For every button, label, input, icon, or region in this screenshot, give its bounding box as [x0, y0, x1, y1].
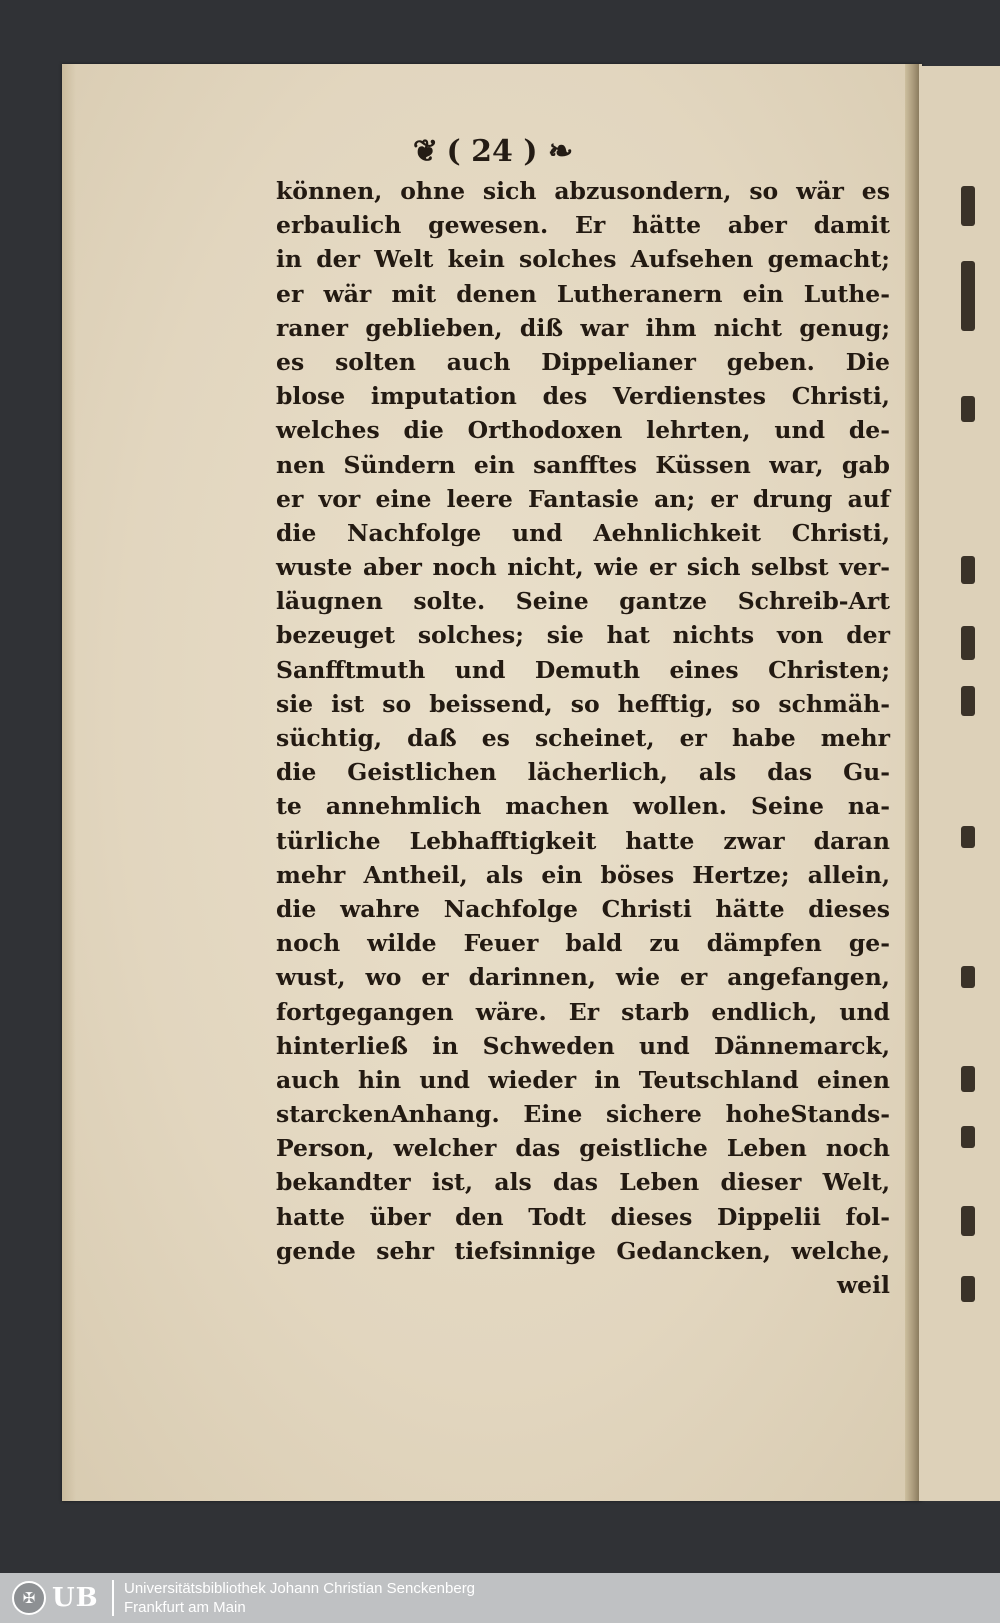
text-line: sie ist so beissend, so hefftig, so schmäh-: [276, 689, 890, 718]
ink-fragment: [961, 1276, 975, 1302]
text-line: auch hin und wieder in Teutschland einen: [276, 1065, 890, 1094]
ink-fragment: [961, 1126, 975, 1148]
library-name: [124, 1579, 475, 1617]
ink-fragment: [961, 1206, 975, 1236]
text-line: te annehmlich machen wollen. Seine na-: [276, 792, 890, 821]
text-line: türliche Lebhafftigkeit hatte zwar daran: [276, 826, 890, 855]
text-line: noch wilde Feuer bald zu dämpfen ge-: [276, 929, 890, 958]
text-line: süchtig, daß es scheinet, er habe mehr: [276, 724, 890, 752]
ink-fragment: [961, 966, 975, 988]
ink-fragment: [961, 1066, 975, 1092]
ink-fragment: [961, 626, 975, 660]
text-line: er wär mit denen Lutheranern ein Luthe-: [276, 279, 890, 308]
page-number: ( 24 ): [446, 134, 538, 169]
text-line: hatte über den Todt dieses Dippelii fol-: [276, 1202, 890, 1231]
page-header: [62, 134, 922, 169]
divider: [112, 1580, 114, 1616]
logo-text: UB: [52, 1583, 99, 1613]
ornament-right-icon: ❧: [547, 134, 572, 169]
text-line: erbaulich gewesen. Er hätte aber damit: [276, 211, 890, 240]
text-line: es solten auch Dippelianer geben. Die: [276, 347, 890, 376]
ink-fragment: [961, 261, 975, 331]
ink-fragment: [961, 686, 975, 716]
text-line: welches die Orthodoxen lehrten, und de-: [276, 416, 890, 445]
library-logo[interactable]: [12, 1579, 112, 1617]
text-line: läugnen solte. Seine gantze Schreib-Art: [276, 587, 890, 616]
text-line: nen Sündern ein sanfftes Küssen war, gab: [276, 450, 890, 479]
text-line: mehr Antheil, als ein böses Hertze; allein,: [276, 860, 890, 889]
text-line: blose imputation des Verdienstes Christi,: [276, 382, 890, 411]
text-line: hinterließ in Schweden und Dännemarck,: [276, 1031, 890, 1060]
text-line: wust, wo er darinnen, wie er angefangen,: [276, 963, 890, 992]
seal-icon: ✠: [12, 1581, 46, 1615]
book-page: [62, 64, 922, 1501]
library-name-line: Universitätsbibliothek Johann Christian Senckenberg: [124, 1580, 476, 1597]
text-line: wuste aber noch nicht, wie er sich selbst ver-: [276, 553, 890, 582]
text-line: die wahre Nachfolge Christi hätte dieses: [276, 894, 890, 923]
text-line: bezeuget solches; sie hat nichts von der: [276, 621, 890, 650]
text-line: gende sehr tiefsinnige Gedancken, welche,: [276, 1236, 890, 1265]
text-line: die Geistlichen lächerlich, als das Gu-: [276, 758, 890, 787]
text-line: fortgegangen wäre. Er starb endlich, und: [276, 997, 890, 1026]
text-line: Person, welcher das geistliche Leben noch: [276, 1134, 890, 1163]
text-line: starckenAnhang. Eine sichere hoheStands-: [276, 1100, 890, 1129]
text-line: bekandter ist, als das Leben dieser Welt,: [276, 1168, 890, 1197]
page-gutter: [905, 64, 919, 1501]
ink-fragment: [961, 826, 975, 848]
catchword: weil: [836, 1271, 890, 1299]
library-footer-bar: [0, 1573, 1000, 1623]
body-text: [276, 174, 890, 1302]
text-line: Sanfftmuth und Demuth eines Christen;: [276, 655, 890, 684]
ink-fragment: [961, 556, 975, 584]
ink-fragment: [961, 396, 975, 422]
text-line: die Nachfolge und Aehnlichkeit Christi,: [276, 518, 890, 547]
ornament-left-icon: ❦: [412, 134, 437, 169]
text-line: er vor eine leere Fantasie an; er drung auf: [276, 484, 890, 513]
text-line: können, ohne sich abzusondern, so wär es: [276, 177, 890, 205]
text-line: in der Welt kein solches Aufsehen gemacht;: [276, 245, 890, 274]
library-city-line: Frankfurt am Main: [124, 1599, 246, 1616]
ink-fragment: [961, 186, 975, 226]
facing-page-edge: [919, 66, 1000, 1501]
text-line: raner geblieben, diß war ihm nicht genug;: [276, 313, 890, 342]
